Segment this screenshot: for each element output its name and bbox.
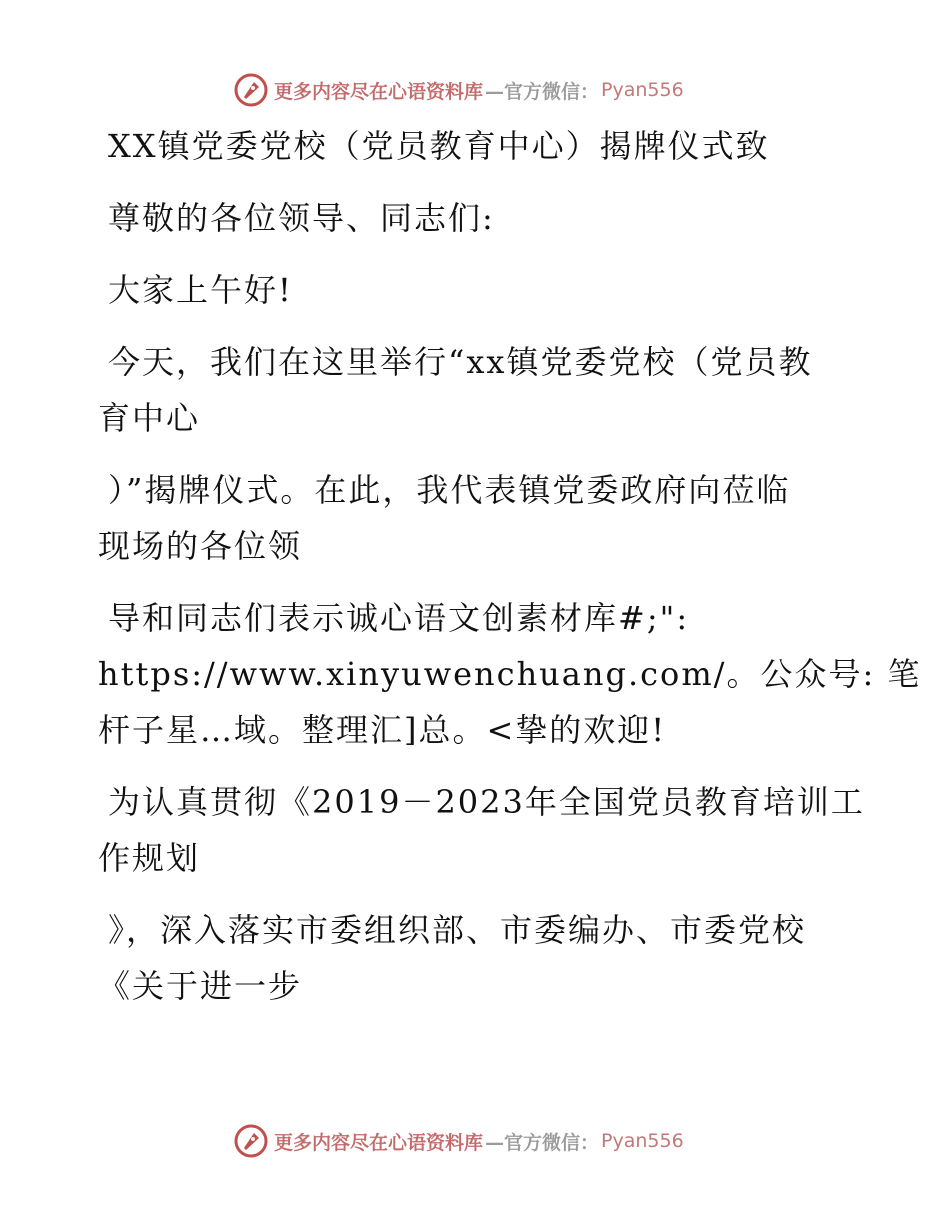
paragraph-1-line-2: 育中心: [98, 399, 201, 437]
pen-nib-logo-icon: [234, 73, 268, 107]
salutation: 尊敬的各位领导、同志们:: [108, 199, 495, 237]
banner-wechat-id: Pyan556: [601, 1130, 684, 1152]
greeting: 大家上午好!: [108, 271, 293, 309]
document-title: XX镇党委党校（党员教育中心）揭牌仪式致: [108, 127, 770, 165]
pen-nib-logo-icon: [234, 1124, 268, 1158]
banner-site-text: 更多内容尽在心语资料库: [274, 1131, 484, 1154]
paragraph-3-line-3: 杆子星…域。整理汇]总。<挚的欢迎!: [98, 711, 667, 749]
paragraph-3-line-2: https://www.xinyuwenchuang.com/。公众号: 笔: [98, 655, 922, 693]
banner-site-text: 更多内容尽在心语资料库: [274, 80, 484, 103]
banner-official-text: —官方微信：: [485, 1131, 600, 1154]
footer-watermark-banner: [234, 1123, 684, 1159]
paragraph-3-line-1: 导和同志们表示诚心语文创素材库#;":: [108, 599, 690, 637]
paragraph-2-line-2: 现场的各位领: [98, 527, 303, 565]
paragraph-5-line-2: 《关于进一步: [98, 967, 303, 1005]
header-watermark-banner: [234, 72, 684, 108]
paragraph-1-line-1: 今天，我们在这里举行“xx镇党委党校（党员教: [108, 343, 813, 381]
paragraph-4-line-2: 作规划: [98, 839, 201, 877]
document-body: [98, 118, 922, 1014]
paragraph-4-line-1: 为认真贯彻《2019－2023年全国党员教育培训工: [108, 783, 865, 821]
banner-wechat-id: Pyan556: [601, 79, 684, 101]
paragraph-5-line-1: 》，深入落实市委组织部、市委编办、市委党校: [108, 911, 807, 949]
banner-official-text: —官方微信：: [485, 80, 600, 103]
paragraph-2-line-1: ）”揭牌仪式。在此，我代表镇党委政府向莅临: [108, 471, 791, 509]
